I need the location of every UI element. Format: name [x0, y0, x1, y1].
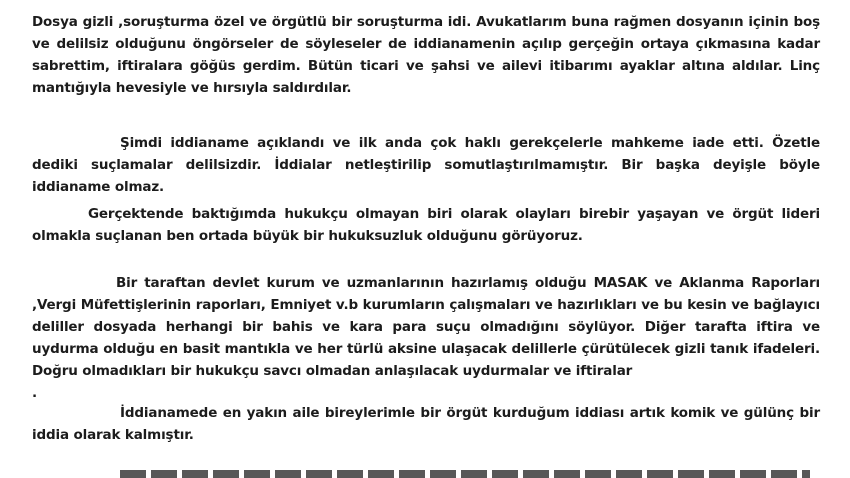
paragraph-indictment-returned: Şimdi iddianame açıklandı ve ilk anda çok haklı gerekçelerle mahkeme iade etti. Özetle dediki suçlamalar delilsizdir. İddialar netleştirilip somutlaştırılmamıştır. Bir başka deyişle böyle iddianame olmaz. [32, 135, 820, 195]
paragraph-unlawfulness: Gerçektende baktığımda hukukçu olmayan biri olarak olayları birebir yaşayan ve örgüt lideri olmakla suçlanan ben ortada büyük bir hukuksuzluk olduğunu görüyoruz. [32, 206, 820, 244]
stray-period: . [32, 385, 38, 401]
paragraph-investigation: Dosya gizli ,soruşturma özel ve örgütlü bir soruşturma idi. Avukatlarım buna rağmen dosyanın içinin boş ve delilsiz olduğunu öngörseler de söyleseler de iddianamenin açılıp gerçeğin ortaya çıkmasına kadar sabrettim, iftiralara göğüs gerdim. Bütün ticari ve şahsi ve ailevi itibarımı ayaklar altına aldılar. Linç mantığıyla hevesiyle ve hırsıyla saldırdılar. [32, 14, 820, 96]
paragraph-family-organization-claim: İddianamede en yakın aile bireylerimle bir örgüt kurduğum iddiası artık komik ve gülünç bir iddia olarak kalmıştır. [32, 405, 820, 443]
cut-off-text-line [120, 470, 810, 478]
paragraph-reports-and-witnesses: Bir taraftan devlet kurum ve uzmanlarının hazırlamış olduğu MASAK ve Aklanma Raporları ,Vergi Müfettişlerinin raporları, Emniyet v.b kurumların çalışmaları ve hazırlıkları ve bu kesin ve bağlayıcı deliller dosyada herhangi bir bahis ve kara para suçu olmadığını söylüyor. Diğer tarafta iftira ve uydurma olduğu en basit mantıkla ve her türlü aksine ulaşacak delillerle çürütülecek gizli tanık ifadeleri. Doğru olmadıkları bir hukukçu savcı olmadan anlaşılacak uydurmalar ve iftiralar [32, 275, 820, 379]
